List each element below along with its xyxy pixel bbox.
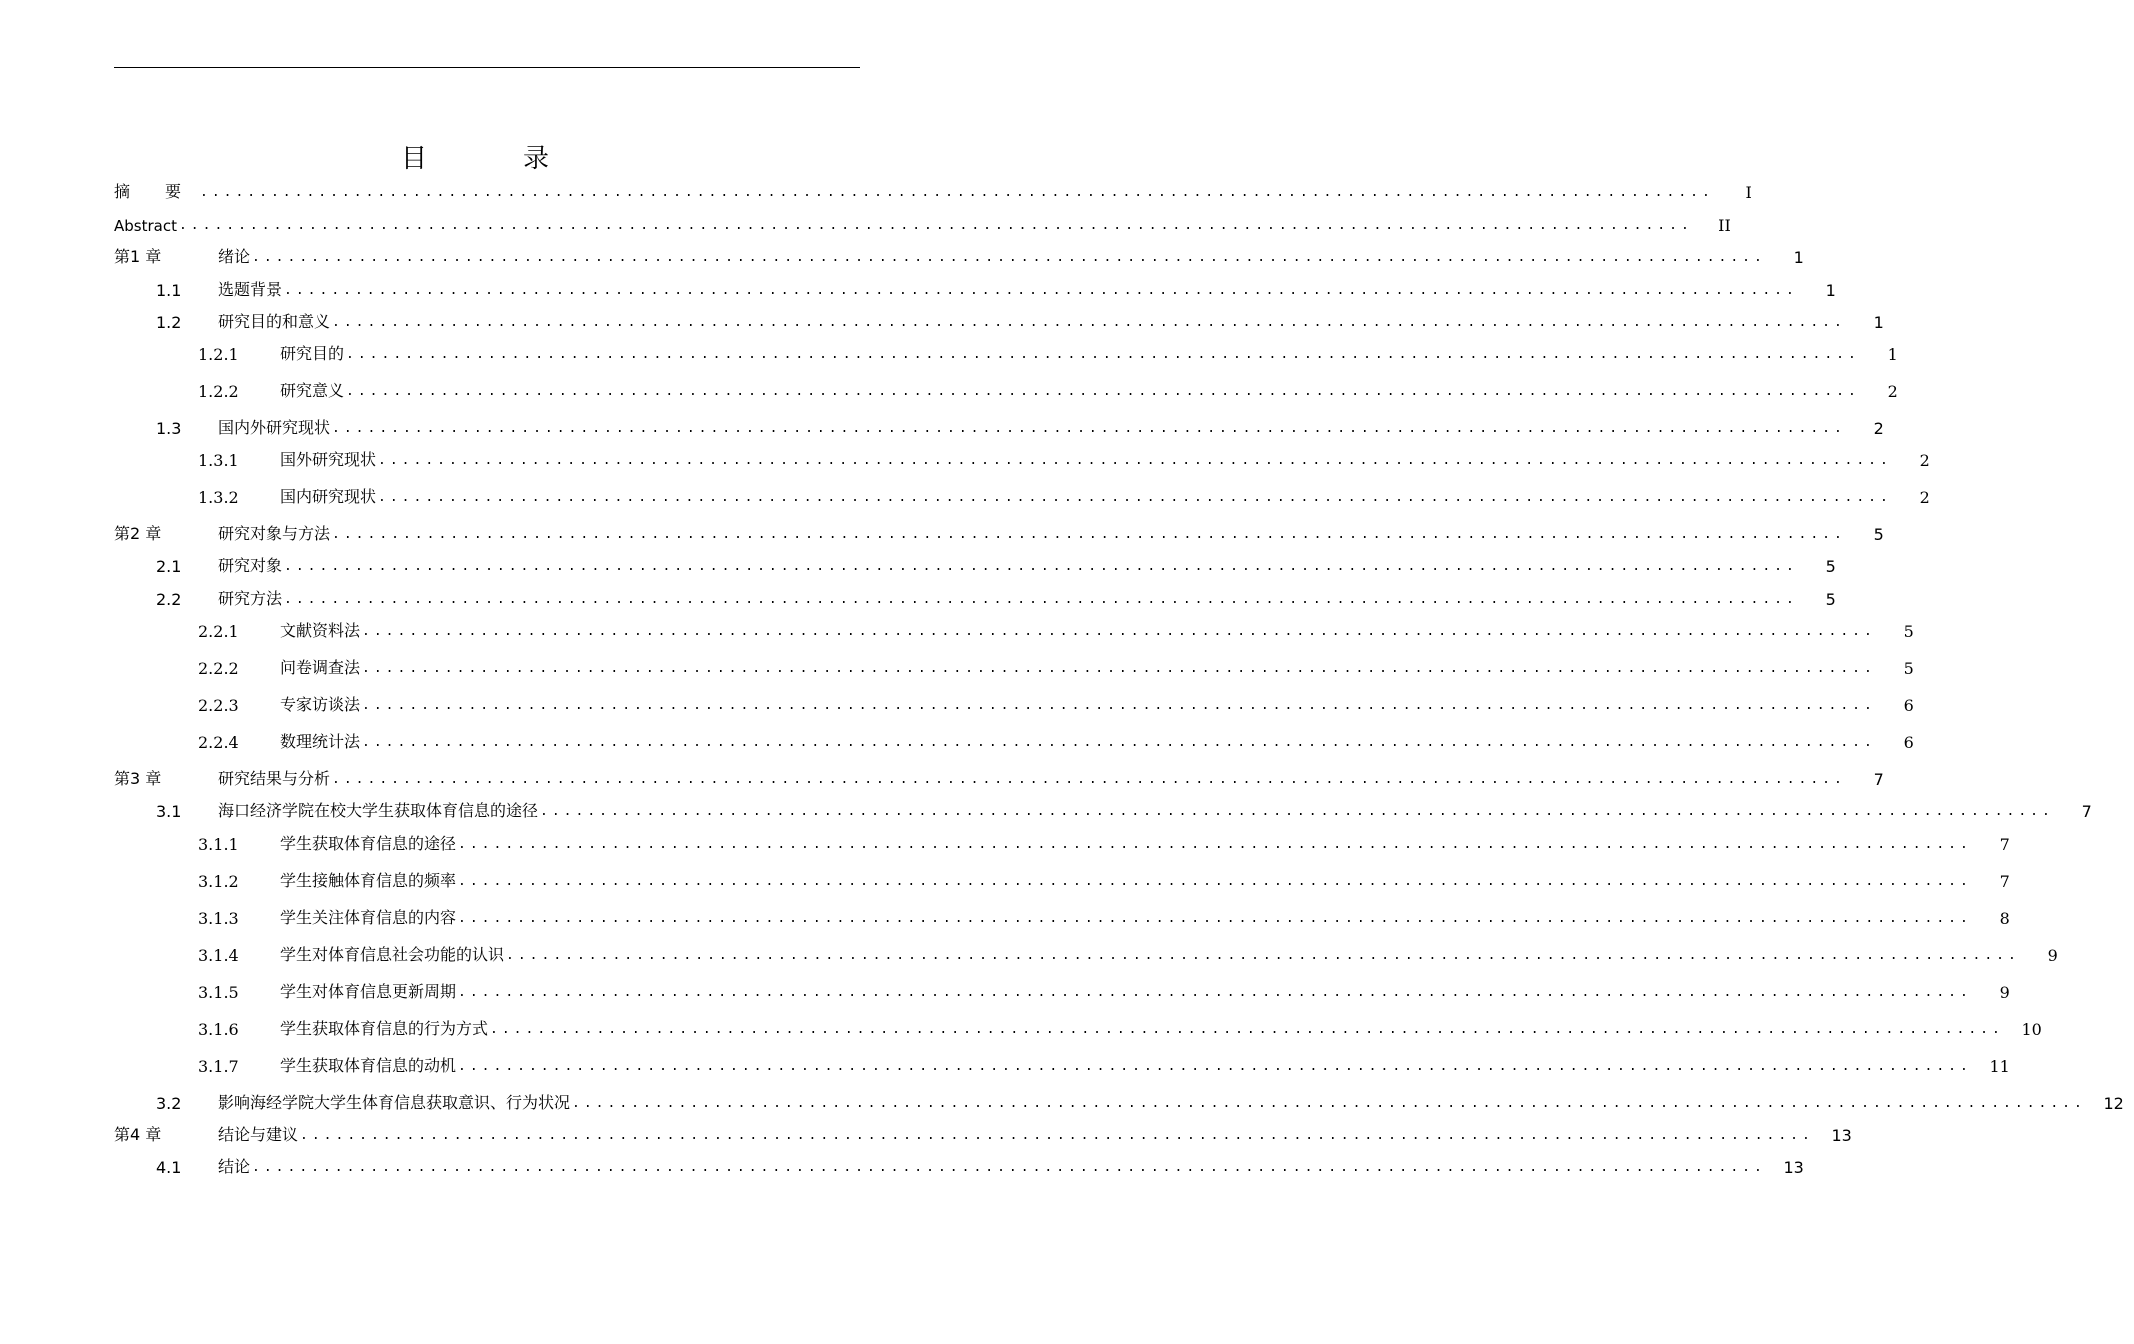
toc-entry-page: 11	[1989, 1057, 2010, 1076]
toc-leader: ................................................................................................................................	[362, 735, 1876, 750]
toc-entry[interactable]	[114, 691, 1914, 715]
toc-entry-number: 3.1.1	[198, 835, 239, 854]
toc-entry-page: 7	[1999, 835, 2010, 854]
toc-entry[interactable]	[114, 585, 1836, 609]
toc-leader: ................................................................................................................................	[332, 772, 1846, 787]
toc-entry[interactable]	[114, 414, 1884, 438]
toc-leader: ................................................................................................................................	[458, 874, 1972, 889]
toc-entry[interactable]	[114, 728, 1914, 752]
toc-entry-label: 学生对体育信息社会功能的认识	[280, 945, 505, 964]
toc-entry-page: 13	[1831, 1126, 1852, 1145]
toc-entry-page: 13	[1783, 1158, 1804, 1177]
toc-entry-number: 3.1.2	[198, 872, 239, 891]
toc-leader: ................................................................................................................................	[346, 347, 1860, 362]
toc-entry-label: 研究目的和意义	[218, 312, 331, 331]
toc-entry-label: 研究对象与方法	[218, 524, 331, 543]
toc-leader: ................................................................................................................................	[458, 1059, 1972, 1074]
toc-entry-label: 学生对体育信息更新周期	[280, 982, 457, 1001]
toc-entry-label: 学生关注体育信息的内容	[280, 908, 457, 927]
toc-entry[interactable]	[114, 377, 1898, 401]
toc-entry-number: 1.2.2	[198, 382, 239, 401]
toc-entry-label: 影响海经学院大学生体育信息获取意识、行为状况	[218, 1093, 571, 1112]
toc-entry-label: 结论与建议	[218, 1125, 299, 1144]
toc-entry-page: 2	[1887, 382, 1898, 401]
toc-leader: ................................................................................................................................	[332, 421, 1846, 436]
toc-entry-abstract-cn[interactable]	[114, 178, 1752, 202]
toc-entry-page: 9	[1999, 983, 2010, 1002]
toc-leader: ................................................................................................................................	[284, 559, 1798, 574]
toc-entry[interactable]	[114, 941, 2058, 965]
toc-entry-page: 5	[1825, 590, 1836, 609]
toc-entry-number: 摘 要	[114, 182, 183, 201]
toc-entry-page: I	[1745, 183, 1752, 202]
toc-entry-page: 8	[1999, 909, 2010, 928]
toc-entry-label: 研究结果与分析	[218, 769, 331, 788]
toc-entry-number: 3.1.4	[198, 946, 239, 965]
toc-entry[interactable]	[114, 1153, 1804, 1177]
toc-entry-number: 第2 章	[114, 524, 162, 543]
toc-entry-label: 绪论	[218, 247, 251, 266]
toc-entry-page: 7	[2081, 802, 2092, 821]
toc-entry-label: Abstract	[114, 217, 177, 235]
toc-entry-page: 1	[1887, 345, 1898, 364]
toc-entry-number: 1.3	[156, 419, 182, 438]
toc-entry-label: 研究方法	[218, 589, 283, 608]
toc-leader: ................................................................................................................................	[362, 624, 1876, 639]
toc-entry[interactable]	[114, 483, 1930, 507]
toc-entry-label: 海口经济学院在校大学生获取体育信息的途径	[218, 801, 539, 820]
toc-leader: ................................................................................................................................	[284, 283, 1798, 298]
toc-leader: ................................................................................................................................	[540, 804, 2054, 819]
toc-leader: ................................................................................................................................	[252, 250, 1766, 265]
toc-entry-number: 1.3.1	[198, 451, 239, 470]
toc-entry-number: 3.1	[156, 802, 182, 821]
toc-entry-page: 5	[1903, 622, 1914, 641]
toc-entry[interactable]	[114, 552, 1836, 576]
toc-entry[interactable]	[114, 1052, 2010, 1076]
toc-entry-label: 选题背景	[218, 280, 283, 299]
toc-entry-number: 2.2	[156, 590, 182, 609]
toc-entry-page: 2	[1919, 488, 1930, 507]
toc-entry-number: 3.1.5	[198, 983, 239, 1002]
toc-entry[interactable]	[114, 617, 1914, 641]
toc-entry-number: 3.2	[156, 1094, 182, 1113]
toc-entry-number: 2.1	[156, 557, 182, 576]
toc-entry-page: 5	[1873, 525, 1884, 544]
toc-entry-page: 1	[1793, 248, 1804, 267]
toc-entry-page: 12	[2103, 1094, 2124, 1113]
header-rule	[114, 67, 860, 68]
toc-entry-page: 7	[1999, 872, 2010, 891]
toc-leader: ................................................................................................................................	[362, 698, 1876, 713]
toc-entry[interactable]	[114, 276, 1836, 300]
toc-entry[interactable]	[114, 520, 1884, 544]
title-char-2: 录	[523, 144, 550, 174]
toc-entry[interactable]	[114, 830, 2010, 854]
toc-entry[interactable]	[114, 867, 2010, 891]
toc-entry-number: 2.2.4	[198, 733, 239, 752]
toc-entry-number: 2.2.1	[198, 622, 239, 641]
toc-entry[interactable]	[114, 1089, 2124, 1113]
toc-entry-number: 3.1.7	[198, 1057, 239, 1076]
toc-entry[interactable]	[114, 765, 1884, 789]
toc-entry-label: 问卷调查法	[280, 658, 361, 677]
toc-leader: ................................................................................................................................	[346, 384, 1860, 399]
toc-entry-page: 1	[1825, 281, 1836, 300]
toc-entry-number: 2.2.3	[198, 696, 239, 715]
toc-entry[interactable]	[114, 1015, 2042, 1039]
toc-leader: ................................................................................................................................	[252, 1160, 1766, 1175]
toc-entry-number: 3.1.3	[198, 909, 239, 928]
toc-leader: ................................................................................................................................	[572, 1096, 2086, 1111]
toc-entry-page: 2	[1919, 451, 1930, 470]
toc-entry-label: 结论	[218, 1157, 251, 1176]
toc-leader: ................................................................................................................................	[362, 661, 1876, 676]
toc-leader: ................................................................................................................................	[506, 948, 2020, 963]
toc-entry-number: 第1 章	[114, 247, 162, 266]
toc-entry-abstract-en[interactable]	[114, 211, 1731, 235]
toc-leader: ................................................................................................................................	[332, 315, 1846, 330]
toc-entry-number: 1.2.1	[198, 345, 239, 364]
toc-entry[interactable]	[114, 1121, 1852, 1145]
page-title	[0, 138, 950, 175]
toc-entry-number: 4.1	[156, 1158, 182, 1177]
toc-leader: ................................................................................................................................	[300, 1128, 1814, 1143]
toc-leader: ................................................................................................................................	[458, 985, 1972, 1000]
toc-leader: ................................................................................................................................	[458, 837, 1972, 852]
toc-entry-label: 研究意义	[280, 381, 345, 400]
toc-leader: ................................................................................................................................	[378, 453, 1892, 468]
toc-entry[interactable]	[114, 446, 1930, 470]
toc-entry-page: 6	[1903, 696, 1914, 715]
toc-leader: ................................................................................................................................	[178, 218, 1693, 233]
toc-entry-label: 文献资料法	[280, 621, 361, 640]
toc-leader: ................................................................................................................................	[332, 527, 1846, 542]
toc-entry[interactable]	[114, 654, 1914, 678]
toc-entry-page: 10	[2021, 1020, 2042, 1039]
toc-leader: ................................................................................................................................	[378, 490, 1892, 505]
toc-entry[interactable]	[114, 978, 2010, 1002]
toc-entry-page: 1	[1873, 313, 1884, 332]
toc-entry-number: 第4 章	[114, 1125, 162, 1144]
toc-entry-number: 1.1	[156, 281, 182, 300]
toc-entry[interactable]	[114, 904, 2010, 928]
toc-leader: ................................................................................................................................	[458, 911, 1972, 926]
toc-entry-label: 学生获取体育信息的行为方式	[280, 1019, 489, 1038]
toc-leader: ................................................................................................................................	[200, 185, 1714, 200]
toc-entry-page: 6	[1903, 733, 1914, 752]
title-char-1: 目	[400, 144, 427, 174]
toc-entry-page: II	[1718, 216, 1731, 235]
toc-entry-label: 数理统计法	[280, 732, 361, 751]
toc-entry-label: 研究对象	[218, 556, 283, 575]
toc-leader: ................................................................................................................................	[284, 592, 1798, 607]
toc-entry[interactable]	[114, 340, 1898, 364]
toc-entry-label: 国外研究现状	[280, 450, 377, 469]
toc-entry-number: 1.2	[156, 313, 182, 332]
toc-entry-number: 2.2.2	[198, 659, 239, 678]
toc-entry-label: 学生接触体育信息的频率	[280, 871, 457, 890]
toc-entry[interactable]	[114, 797, 2092, 821]
toc-entry-page: 7	[1873, 770, 1884, 789]
toc-entry-label: 国内研究现状	[280, 487, 377, 506]
toc-entry[interactable]	[114, 308, 1884, 332]
toc-entry[interactable]	[114, 243, 1804, 267]
toc-entry-label: 研究目的	[280, 344, 345, 363]
toc-entry-label: 国内外研究现状	[218, 418, 331, 437]
toc-entry-page: 5	[1825, 557, 1836, 576]
toc-entry-page: 5	[1903, 659, 1914, 678]
toc-entry-number: 1.3.2	[198, 488, 239, 507]
toc-entry-page: 2	[1873, 419, 1884, 438]
toc-entry-number: 3.1.6	[198, 1020, 239, 1039]
toc-entry-page: 9	[2047, 946, 2058, 965]
toc-entry-label: 学生获取体育信息的动机	[280, 1056, 457, 1075]
toc-entry-label: 专家访谈法	[280, 695, 361, 714]
toc-entry-label: 学生获取体育信息的途径	[280, 834, 457, 853]
toc-entry-number: 第3 章	[114, 769, 162, 788]
toc-leader: ................................................................................................................................	[490, 1022, 2004, 1037]
